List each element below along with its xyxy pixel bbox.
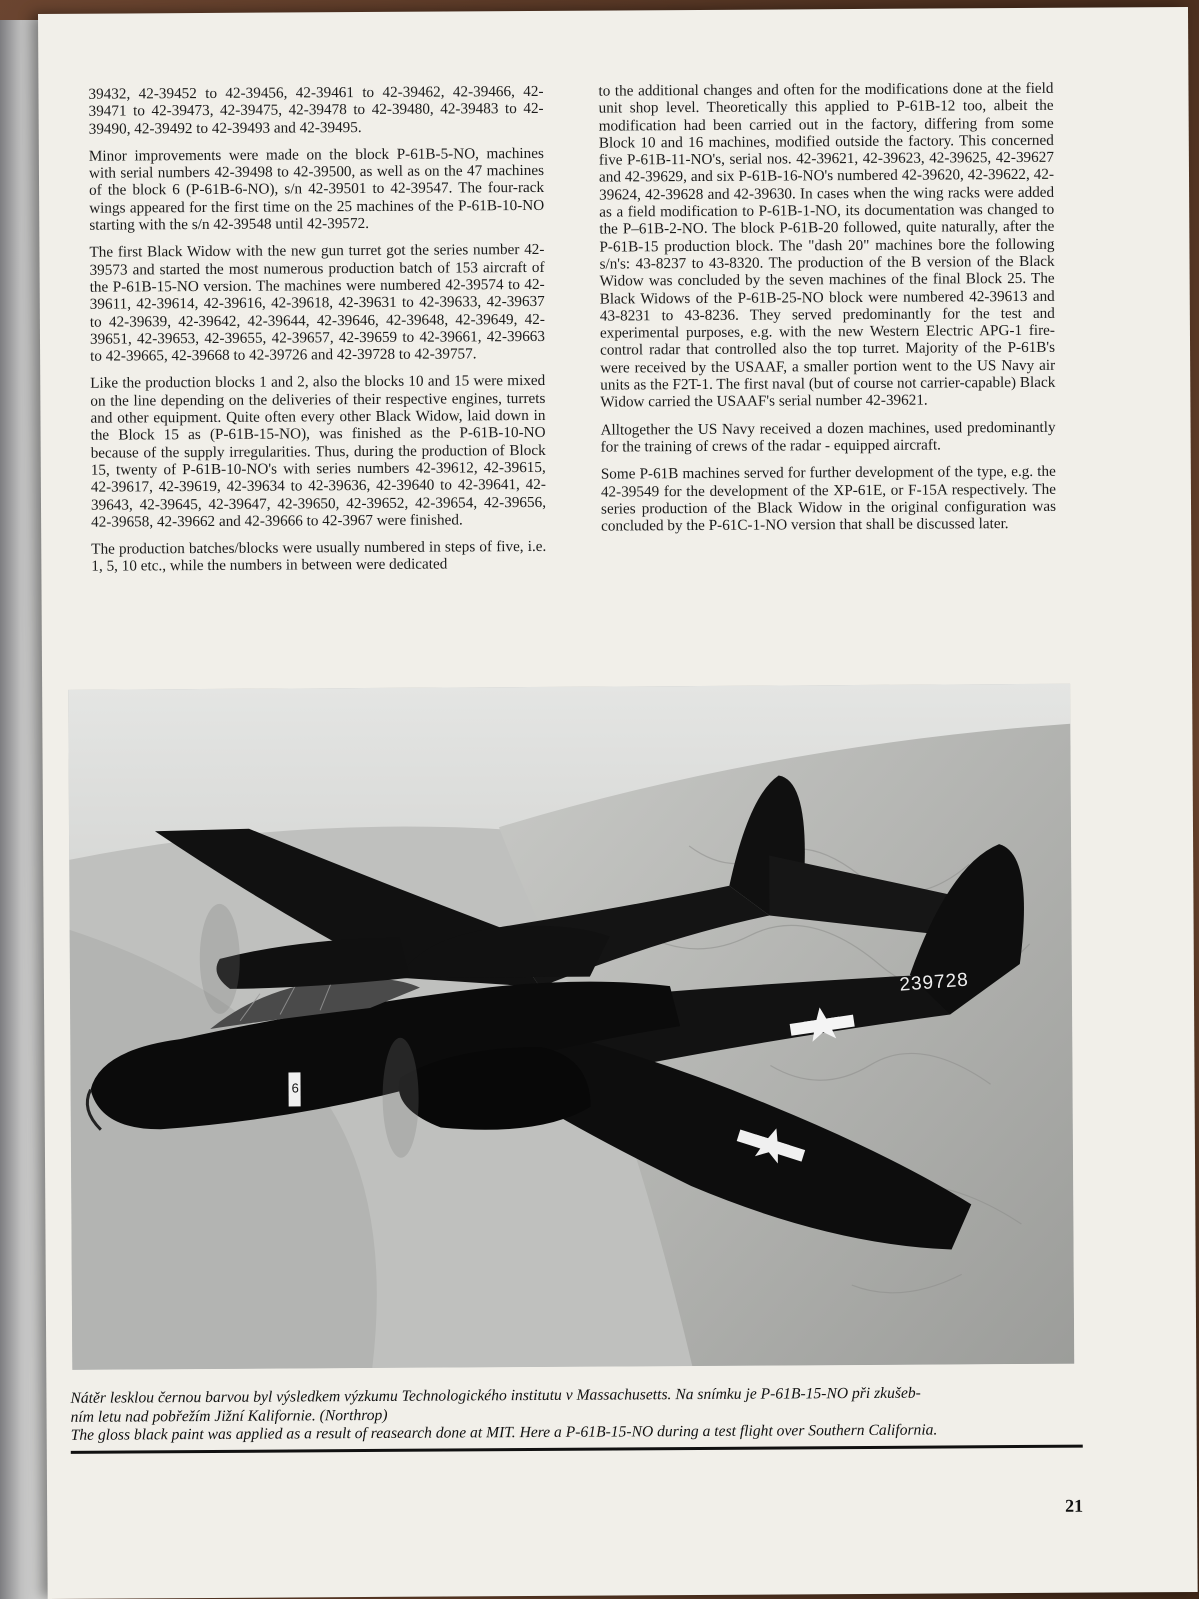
tail-number-text: 239728 xyxy=(898,969,970,996)
paragraph: 39432, 42-39452 to 42-39456, 42-39461 to 42-39462, 42-39466, 42-39471 to 42-39473, 42-39475, 42-39478 to 42-39480, 42-39483 to 42-39490, 42-39492 to 42-39493 and 42-39495. xyxy=(88,82,544,138)
magazine-page xyxy=(38,7,1198,1599)
paragraph: The first Black Widow with the new gun turret got the series number 42-39573 and started the most numerous production batch of 153 aircraft of the P-61B-15-NO version. The machines were numbered 42-39574 to 42-39611, 42-39614, 42-39616, 42-39618, 42-39631 to 42-39633, 42-39637 to 42-39639, 42-39642, 42-39644, 42-39646, 42-39648, 42-39649, 42-39651, 42-39653, 42-39655, 42-39657, 42-39659 to 42-39661, 42-39663 to 42-39665, 42-39668 to 42-39726 and 42-39728 to 42-39757. xyxy=(89,241,546,365)
page-number: 21 xyxy=(1065,1495,1084,1516)
caption-english: The gloss black paint was applied as a result of reasearch done at MIT. Here a P-61B-15-NO during a test flight over Southern California. xyxy=(70,1421,938,1444)
caption-czech-line-1: Nátěr lesklou černou barvou byl výsledkem výzkumu Technologického institutu v Massachusetts. Na snímku je P-61B-15-NO při zkušeb- xyxy=(70,1384,921,1407)
paragraph: Alltogether the US Navy received a dozen machines, used predominantly for the training of crews of the radar - equipped aircraft. xyxy=(600,418,1056,456)
photo-caption xyxy=(70,1384,1100,1446)
left-column xyxy=(88,83,546,585)
fuselage-code-text: 6 xyxy=(291,1080,299,1096)
paragraph: The production batches/blocks were usually numbered in steps of five, i.e. 1, 5, 10 etc., while the numbers in between were dedicated xyxy=(91,538,547,576)
paragraph: Like the production blocks 1 and 2, also the blocks 10 and 15 were mixed on the line depending on the deliveries of their respective engines, turrets and other equipment. Quite often every other Black Widow, laid down in the Block 15 as (P-61B-15-NO), was finished as the P-61B-10-NO because of the supply irregularities. Thus, during the production of Block 15, twenty of P-61B-10-NO's with series numbers 42-39612, 42-39615, 42-39617, 42-39619, 42-39634 to 42-39636, 42-39640 to 42-39641, 42-39643, 42-39645, 42-39647, 42-39650, 42-39652, 42-39654, 42-39656, 42-39658, 42-39662 and 42-39666 to 42-3967 were finished. xyxy=(90,372,547,531)
paragraph: Some P-61B machines served for further development of the type, e.g. the 42-39549 for the development of the XP-61E, or F-15A respectively. The series production of the Black Widow in the original configuration was concluded by the P-61C-1-NO version that shall be discussed later. xyxy=(600,463,1057,535)
p61-black-widow-illustration xyxy=(68,684,1074,1370)
caption-divider xyxy=(71,1445,1083,1454)
paragraph: Minor improvements were made on the block P-61B-5-NO, machines with serial numbers 42-39498 to 42-39500, as well as on the 47 machines of the block 6 (P-61B-6-NO), s/n 42-39501 to 42-39547. The four-rack wings appeared for the first time on the 25 machines of the P-61B-10-NO starting with the s/n 42-39548 until 42-39572. xyxy=(88,144,545,234)
article-text xyxy=(88,80,1092,686)
right-column xyxy=(598,80,1056,545)
paragraph: to the additional changes and often for the modifications done at the field unit shop level. Theoretically this applied to P-61B-12 too, albeit the modification had been carried out in the factory, differing from some Block 10 and 16 machines, modified outside the factory. This concerned five P-61B-11-NO's, serial nos. 42-39621, 42-39623, 42-39625, 42-39627 and 42-39629, and six P-61B-16-NO's numbered 42-39620, 42-39622, 42-39624, 42-39628 and 42-39630. In cases when the wing racks were added as a field modification to P-61B-1-NO, its documentation was changed to the P–61B-2-NO. The block P-61B-20 followed, quite naturally, after the P-61B-15 production block. The "dash 20" machines bore the following s/n's: 43-8237 to 43-8320. The production of the B version of the Black Widow was concluded by the seven machines of the final Block 25. The Black Widows of the P-61B-25-NO block were numbered 42-39613 and 43-8231 to 43-8236. They served predominantly for the test and experimental purposes, e.g. with the new Western Electric APG-1 fire-control radar that controlled also the top turret. Majority of the P-61B's were received by the USAAF, a smaller portion went to the US Navy air units as the F2T-1. The first naval (but of course not carrier-capable) Black Widow carried the USAAF's serial number 42-39621. xyxy=(598,79,1056,411)
aircraft-photo xyxy=(68,684,1074,1370)
caption-czech-line-2: ním letu nad pobřežím Jižní Kalifornie. (Northrop) xyxy=(70,1406,388,1426)
